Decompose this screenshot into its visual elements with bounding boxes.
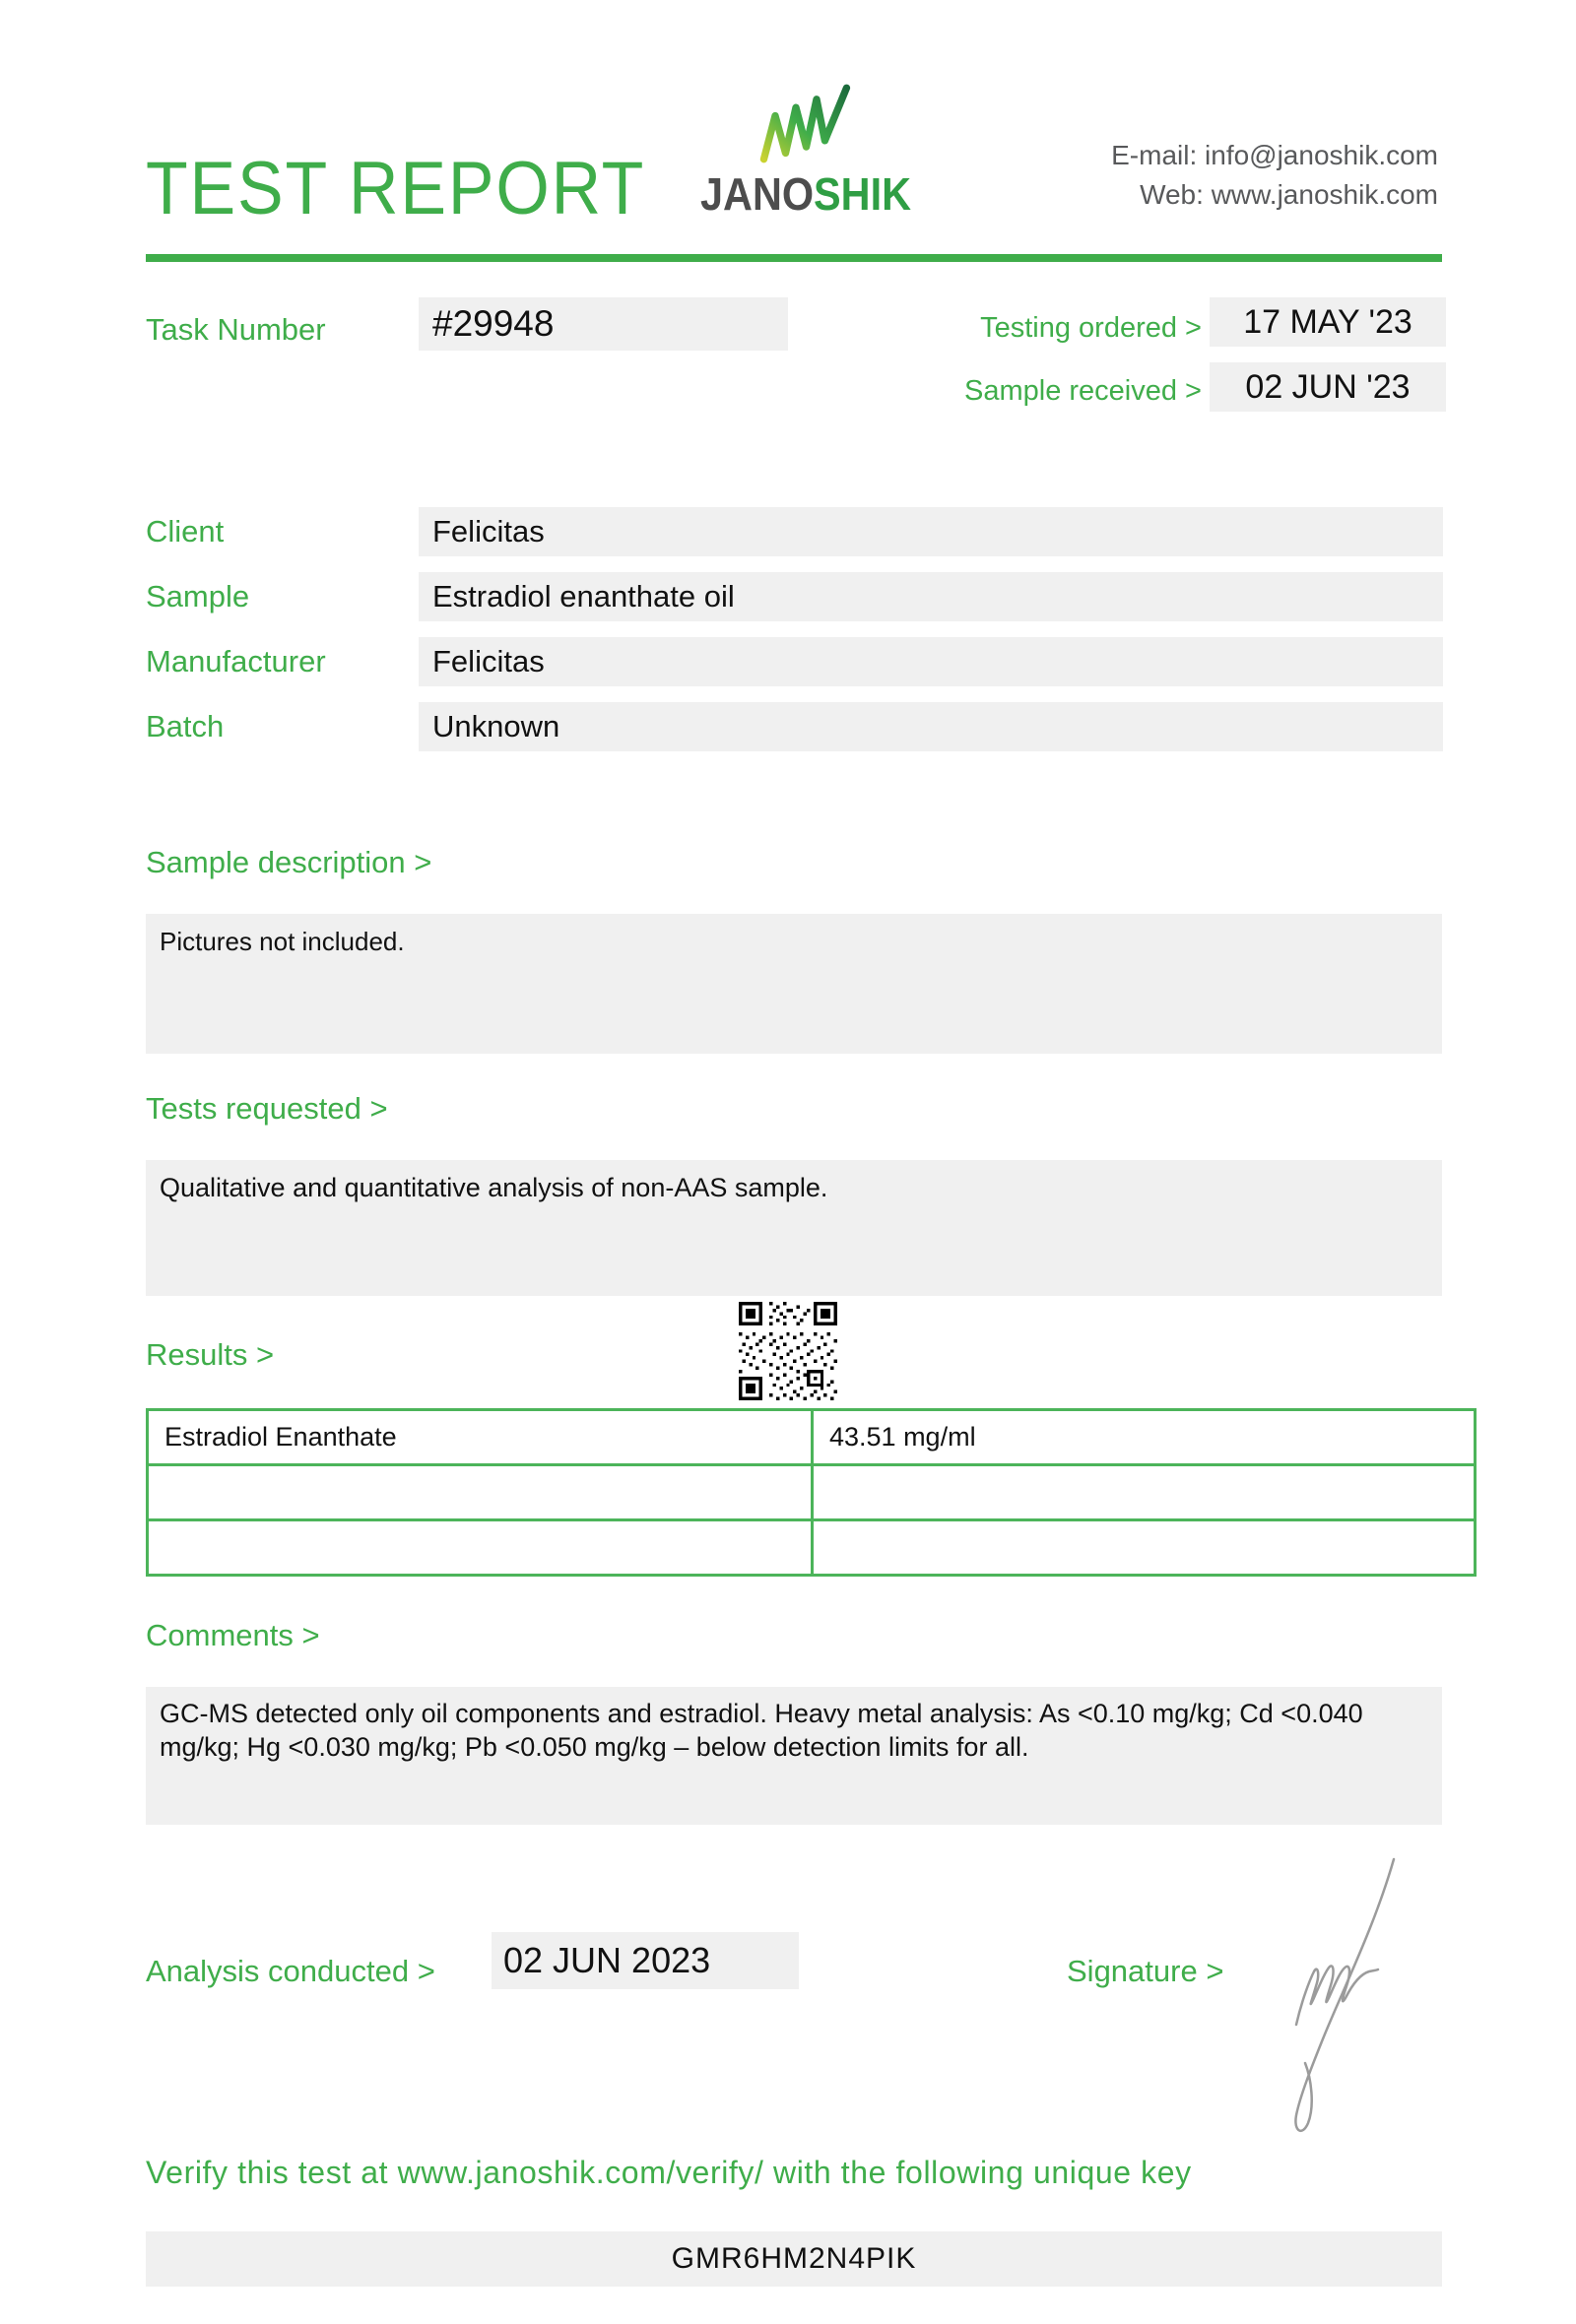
result-value (813, 1520, 1476, 1576)
sample-label: Sample (146, 579, 250, 613)
tests-requested-box: Qualitative and quantitative analysis of non-AAS sample. (146, 1160, 1442, 1296)
contact-web: Web: www.janoshik.com (1140, 179, 1438, 210)
results-row (148, 1410, 1476, 1465)
testing-ordered-label: Testing ordered > (980, 312, 1202, 344)
result-analyte: Estradiol Enanthate (148, 1410, 813, 1465)
sample-description-box: Pictures not included. (146, 914, 1442, 1054)
task-number-label: Task Number (146, 312, 326, 347)
logo-text-jano: JANO (700, 168, 815, 220)
client-label: Client (146, 514, 225, 549)
task-number-value: #29948 (419, 297, 788, 351)
analysis-conducted-label: Analysis conducted > (146, 1954, 435, 1988)
tests-requested-heading: Tests requested > (146, 1091, 388, 1126)
result-value (813, 1465, 1476, 1520)
page-title: TEST REPORT (146, 147, 646, 230)
result-analyte (148, 1520, 813, 1576)
unique-key-value: GMR6HM2N4PIK (146, 2231, 1442, 2287)
header-divider (146, 254, 1442, 262)
sample-received-value: 02 JUN '23 (1210, 362, 1446, 412)
comments-box: GC-MS detected only oil components and estradiol. Heavy metal analysis: As <0.10 mg/kg; Cd <0.040 mg/kg; Hg <0.030 mg/kg; Pb <0.050 mg/kg – below detection limits for all. (146, 1687, 1442, 1825)
comments-heading: Comments > (146, 1618, 320, 1652)
contact-info (1111, 136, 1438, 215)
client-value: Felicitas (419, 507, 1443, 556)
contact-email: E-mail: info@janoshik.com (1111, 140, 1438, 170)
qr-code (739, 1302, 837, 1400)
result-analyte (148, 1465, 813, 1520)
result-value: 43.51 mg/ml (813, 1410, 1476, 1465)
testing-ordered-value: 17 MAY '23 (1210, 297, 1446, 347)
analysis-conducted-value: 02 JUN 2023 (492, 1932, 799, 1989)
logo-chart-icon (759, 83, 853, 165)
manufacturer-label: Manufacturer (146, 644, 326, 678)
verify-instruction: Verify this test at www.janoshik.com/verify/ with the following unique key (146, 2155, 1192, 2190)
sample-value: Estradiol enanthate oil (419, 572, 1443, 621)
manufacturer-value: Felicitas (419, 637, 1443, 686)
results-heading: Results > (146, 1337, 275, 1372)
sample-description-heading: Sample description > (146, 845, 432, 879)
signature-label: Signature > (1067, 1954, 1224, 1988)
batch-value: Unknown (419, 702, 1443, 751)
sample-received-label: Sample received > (964, 375, 1202, 407)
janoshik-logo (678, 83, 934, 221)
results-row (148, 1520, 1476, 1576)
batch-label: Batch (146, 709, 225, 743)
logo-wordmark (690, 167, 921, 221)
signature-image (1280, 1830, 1527, 2164)
results-table (146, 1408, 1477, 1577)
results-row (148, 1465, 1476, 1520)
logo-text-shik: SHIK (814, 168, 911, 220)
